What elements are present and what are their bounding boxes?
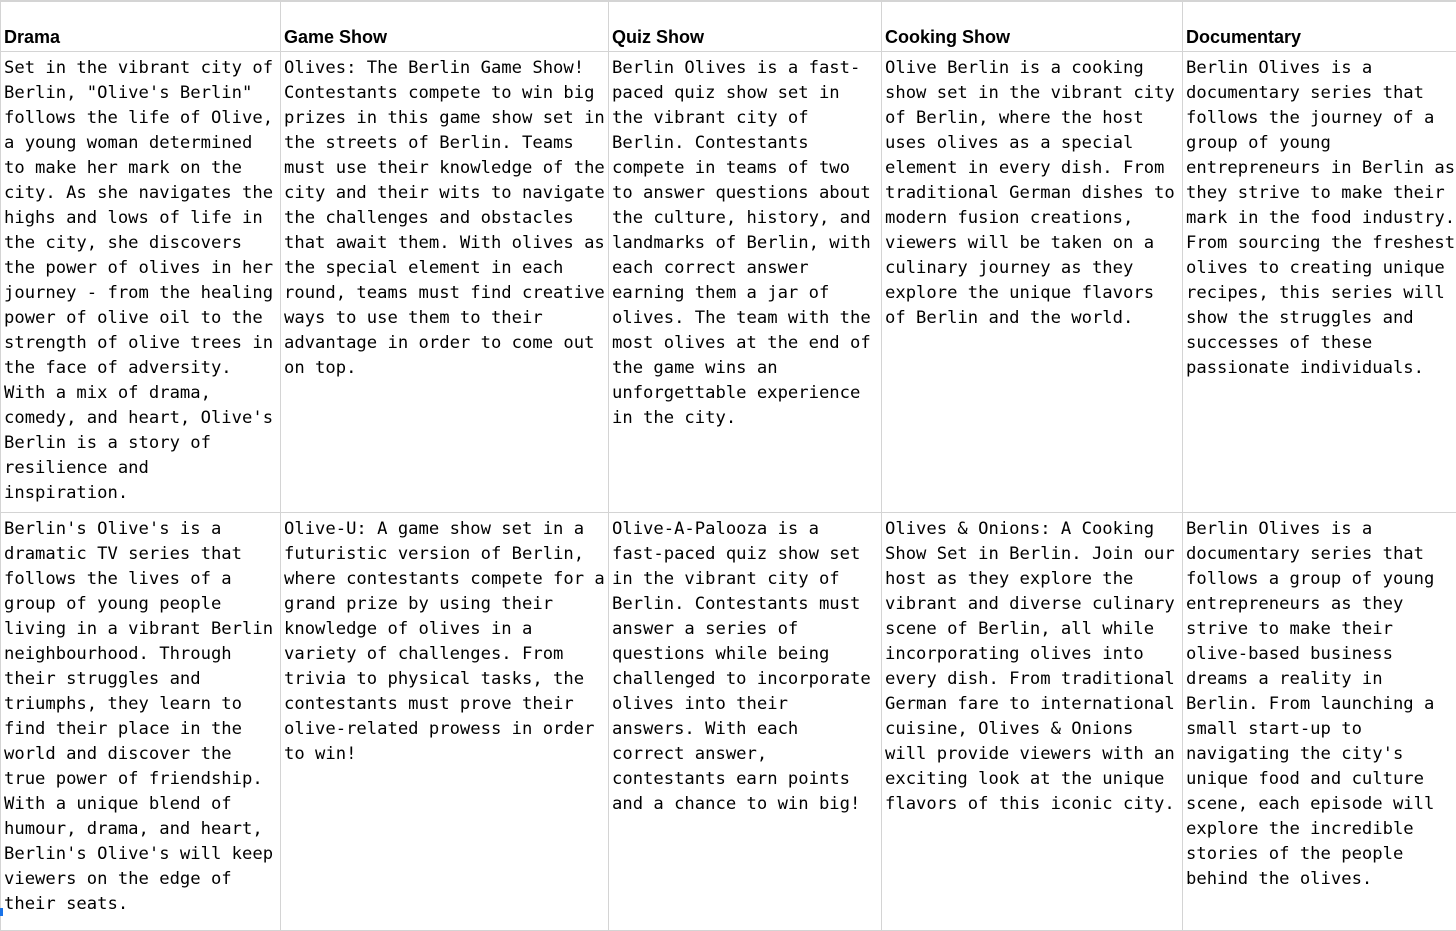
cell-documentary[interactable]: Berlin Olives is a documentary series that follows a group of young entrepreneurs as they strive to make their olive-based business dreams a reality in Berlin. From launching a small start-up to navigating the city's unique food and culture scene, each episode will explore the incredible stories of the people behind the olives.	[1183, 513, 1456, 931]
cell-cooking-show[interactable]: Olive Berlin is a cooking show set in the vibrant city of Berlin, where the host uses olives as a special element in every dish. From traditional German dishes to modern fusion creations, viewers will be taken on a culinary journey as they explore the unique flavors of Berlin and the world.	[882, 52, 1183, 513]
cell-game-show[interactable]: Olives: The Berlin Game Show! Contestants compete to win big prizes in this game show set in the streets of Berlin. Teams must use their knowledge of the city and their wits to navigate the challenges and obstacles that await them. With olives as the special element in each round, teams must find creative ways to use them to their advantage in order to come out on top.	[281, 52, 609, 513]
data-table	[0, 2, 1456, 931]
header-row	[1, 2, 1456, 52]
column-header-quiz-show[interactable]: Quiz Show	[609, 2, 882, 52]
column-header-documentary[interactable]: Documentary	[1183, 2, 1456, 52]
cell-cooking-show[interactable]: Olives & Onions: A Cooking Show Set in Berlin. Join our host as they explore the vibrant and diverse culinary scene of Berlin, all while incorporating olives into every dish. From traditional German fare to international cuisine, Olives & Onions will provide viewers with an exciting look at the unique flavors of this iconic city.	[882, 513, 1183, 931]
selection-handle	[0, 908, 3, 916]
table-row	[1, 52, 1456, 513]
column-header-drama[interactable]: Drama	[1, 2, 281, 52]
cell-game-show[interactable]: Olive-U: A game show set in a futuristic version of Berlin, where contestants compete for a grand prize by using their knowledge of olives in a variety of challenges. From trivia to physical tasks, the contestants must prove their olive-related prowess in order to win!	[281, 513, 609, 931]
cell-documentary[interactable]: Berlin Olives is a documentary series that follows the journey of a group of young entrepreneurs in Berlin as they strive to make their mark in the food industry. From sourcing the freshest olives to creating unique recipes, this series will show the struggles and successes of these passionate individuals.	[1183, 52, 1456, 513]
cell-quiz-show[interactable]: Berlin Olives is a fast-paced quiz show set in the vibrant city of Berlin. Contestants compete in teams of two to answer questions about the culture, history, and landmarks of Berlin, with each correct answer earning them a jar of olives. The team with the most olives at the end of the game wins an unforgettable experience in the city.	[609, 52, 882, 513]
table-row	[1, 513, 1456, 931]
cell-quiz-show[interactable]: Olive-A-Palooza is a fast-paced quiz show set in the vibrant city of Berlin. Contestants must answer a series of questions while being challenged to incorporate olives into their answers. With each correct answer, contestants earn points and a chance to win big!	[609, 513, 882, 931]
column-header-cooking-show[interactable]: Cooking Show	[882, 2, 1183, 52]
column-header-game-show[interactable]: Game Show	[281, 2, 609, 52]
cell-drama[interactable]: Set in the vibrant city of Berlin, "Olive's Berlin" follows the life of Olive, a young woman determined to make her mark on the city. As she navigates the highs and lows of life in the city, she discovers the power of olives in her journey - from the healing power of olive oil to the strength of olive trees in the face of adversity. With a mix of drama, comedy, and heart, Olive's Berlin is a story of resilience and inspiration.	[1, 52, 281, 513]
cell-drama[interactable]: Berlin's Olive's is a dramatic TV series that follows the lives of a group of young people living in a vibrant Berlin neighbourhood. Through their struggles and triumphs, they learn to find their place in the world and discover the true power of friendship. With a unique blend of humour, drama, and heart, Berlin's Olive's will keep viewers on the edge of their seats.	[1, 513, 281, 931]
